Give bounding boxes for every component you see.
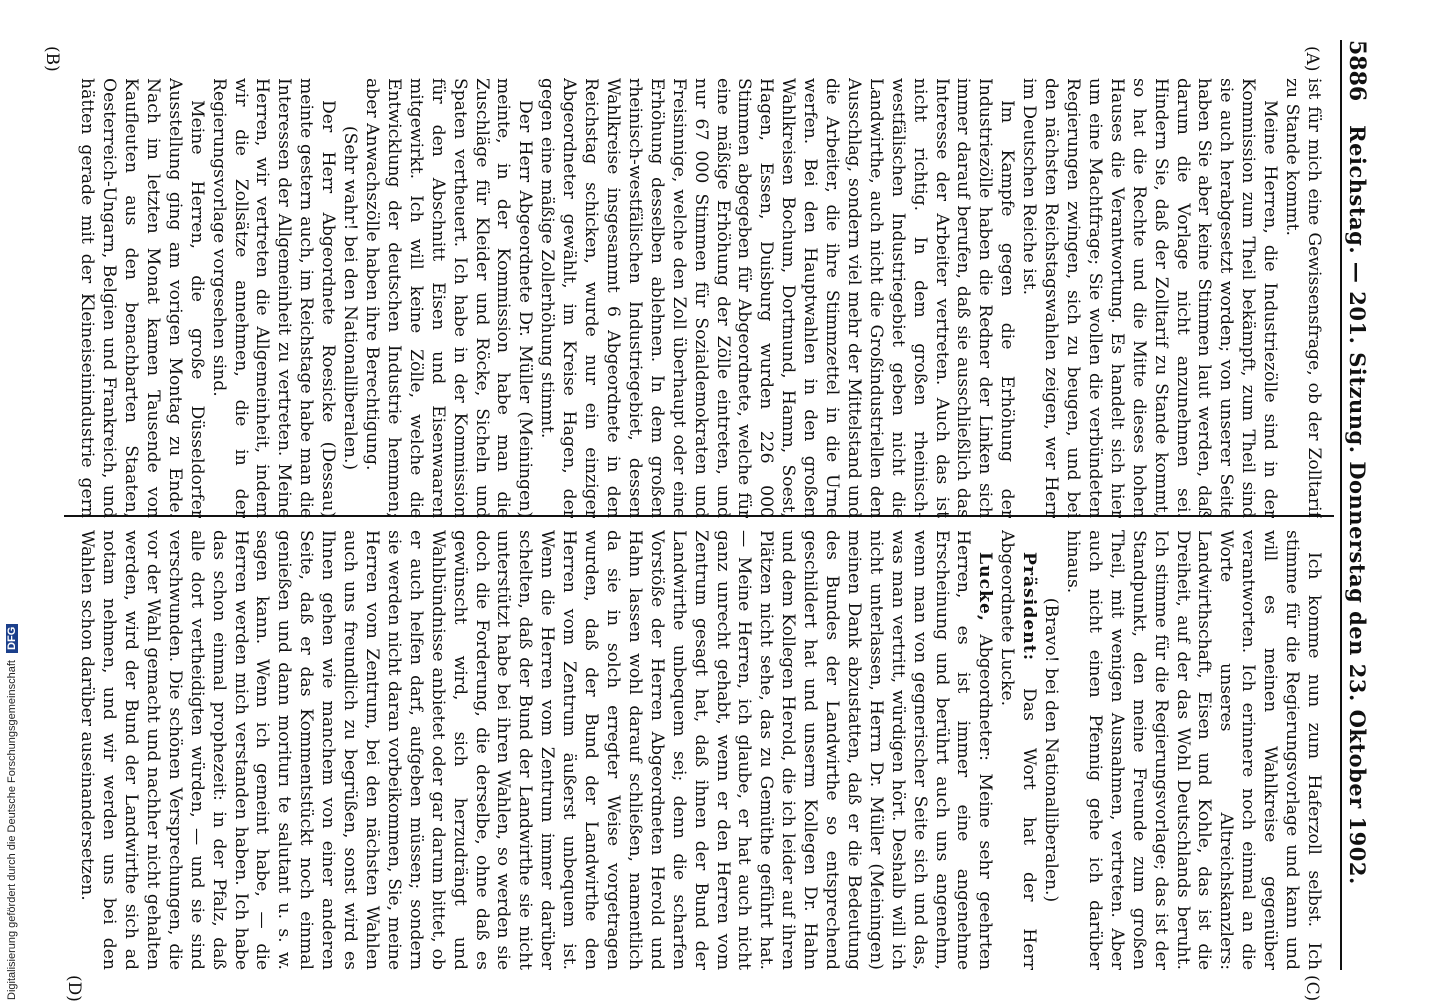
paragraph-text: Meine Herren, die große Düsseldorfer Ausstellung ging am vorigen Montag zu Ende. Nach im letzten Monat kamen Tausende von Kaufleuten aus den benachbarten Staaten, Oesterreich-Ungarn, Belgien und Frankreich, und hätten gerade mit der Kleineiseinindustrie gern: [77, 78, 207, 518]
right-column: [74, 530, 1324, 970]
paragraph-text: Der Herr Abgeordnete Roesicke (Dessau) meinte gestern auch, im Reichstage habe man die Interessen der Allgemeinheit zu vertreten. Meine Herren, wir vertreten die Allgemeinheit, indem wir die Zollsätze annehmen, die in der Regierungsvorlage vorgesehen sind.: [208, 78, 339, 518]
paragraph-text: Abgeordneter: Meine sehr geehrten Herren, es ist immer eine angenehme Erscheinung und berührt auch uns angenehm, wenn man von gegnerischer Seite sich und das, was man vertritt, würdigen hört. Deshalb will ich nicht unterlassen, Herrn Dr. Müller (Meiningen) meinen Dank abzustatten, daß er die Bedeutung des Bundes der Landwirthe so entsprechend geschildert hat und unserm Kollegen Dr. Hahn und dem Kollegen Herold, die ich leider auf ihren Plätzen nicht sehe, das zu Gemüthe geführt hat. — Meine Herren, ich glaube, er hat auch nicht ganz unrecht gehabt, wenn er den Herren vom Zentrum gesagt hat, daß ihnen der Bund der Landwirthe unbequem sei; denn die scharfen Vorstöße der Herren Abgeordneten Herold und Hahn lassen wohl darauf schließen, namentlich da sie in solch erregter Weise vorgetragen wurden, daß der Bund der Landwirthe den Herren vom Zentrum äußerst unbequem ist. Wenn die Herren vom Zentrum immer darüber schelten, daß der Bund der Landwirthe sie nicht unterstützt habe bei ihren Wahlen, so werden sie doch die Forderung, die derselbe, ohne daß es gewünscht wird, sich herzudrängt und Wahlbündnisse anbietet oder gar darum bittet, ob er auch helfen darf, aufgeben müssen; sondern sie werden nicht daran vorbeikommen, Sie, meine Herren vom Zentrum, bei den nächsten Wahlen auch uns freundlich zu begrüßen, sonst wird es Ihnen gehen wie manchem von einer anderen Seite, daß er das Kommentstückt noch einmal genießen und dann moriturı te salutant u. s. w. sagen kann. Wenn ich gemeint habe, — die Herren werden mich verstanden haben. Ich habe das schon einmal prophezeit: in der Pfalz, daß alle dort vertheidigten würden, — und sie sind verschwunden. Die schönen Versprechungen, die vor der Wahl gemacht und nachher nicht gehalten werden, wird der Bund der Landwirthe sich ad notam nehmen, und wir werden uns bei den Wahlen schon darüber auseinandersetzen.: [77, 530, 996, 970]
margin-mark-c: (C): [1302, 975, 1322, 1002]
paragraph-text: Ich komme nun zum Haferzoll selbst. Ich stimme für die Regierungsvorlage und kann und will es meinen Wahlkreise gegenüber verantworten. Ich erinnere noch einmal an die Worte unseres Altreichskanzlers: Landwirthschaft, Eisen und Kohle, das ist die Dreiheit, auf der das Wohl Deutschlands beruht. Ich stimme für die Regierungsvorlage; das ist der Standpunkt, den meine Freunde zum großen Theil, mit wenigen Ausnahmen, vertreten. Aber auch nicht einen Pfennig gehe ich darüber hinaus.: [1063, 530, 1324, 970]
paragraph-text: Meine Herren, die Industriezölle sind in der Kommission zum Theil bekämpft, zum Theil sind sie auch herabgesetzt worden; von unserer Seite haben Sie aber keine Stimmen laut werden, daß darum die Vorlage nicht anzunehmen sei. Hindern Sie, daß der Zolltarif zu Stande kommt, so hat die Rechte und die Mitte dieses hohen Hauses die Verantwortung. Es handelt sich hier um eine Machtfrage; Sie wollen die verbündeten Regierungen zwingen, sich zu beugen, und bei den nächsten Reichstagswahlen zeigen, wer Herr im Deutschen Reiche ist.: [1019, 78, 1281, 518]
paragraph: [75, 530, 995, 970]
speaker-name: Lucke,: [975, 552, 996, 622]
credit-text: Digitalisierung gefördert durch die Deutsche Forschungsgemeinschaft: [6, 660, 18, 1000]
dfg-logo: DFG: [6, 624, 18, 653]
paragraph: [360, 78, 535, 518]
paragraph-text: [74, 530, 75, 970]
paragraph: [535, 78, 1017, 518]
column-divider: [64, 515, 1334, 517]
margin-mark-d: (D): [64, 975, 84, 1002]
paragraph: [338, 78, 360, 518]
margin-mark-b: (B): [42, 46, 62, 72]
paragraph: [1280, 78, 1324, 518]
paragraph: [74, 530, 75, 970]
page-header: [1340, 40, 1372, 970]
speaker-name: Präsident:: [1019, 552, 1040, 662]
left-column: [74, 78, 1324, 518]
paragraph-text: Der Herr Abgeordnete Dr. Müller (Meiningen) meinte, in der Kommission habe man die Zuschläge für Kleider und Röcke, Sicheln und Spaten vertheuert. Ich habe in der Kommission für den Abschnitt Eisen und Eisenwaaren mitgewirkt. Ich will keine Zölle, welche die Entwicklung der deutschen Industrie hemmen; aber Anwachszölle haben ihre Berechtigung.: [362, 78, 536, 518]
paragraph-text: Das Wort hat der Herr Abgeordnete Lucke.: [997, 530, 1040, 970]
page-number: 5886: [1344, 40, 1370, 102]
paragraph: [1039, 530, 1061, 970]
paragraph: [74, 78, 207, 518]
paragraph: [207, 78, 338, 518]
paragraph-text: (Bravo! bei den Nationalliberalen.): [1041, 597, 1062, 903]
margin-mark-a: (A): [1302, 46, 1322, 72]
paragraph: [1017, 78, 1280, 518]
running-title: Reichstag. — 201. Sitzung. Donnerstag den 23. Oktober 1902.: [1345, 125, 1370, 885]
paragraph-text: Im Kampfe gegen die Erhöhung der Industriezölle haben die Redner der Linken sich immer darauf berufen, daß sie ausschließlich das Interesse der Arbeiter vertreten. Auch das ist nicht richtig. In dem großen rheinisch-westfälischen Industriegebiet geben nicht die Landwirthe, auch nicht die Großindustriellen den Ausschlag, sondern viel mehr der Mittelstand und die Arbeiter, die ihre Stimmzettel in die Urne werfen. Bei den Hauptwahlen in den großen Wahlkreisen Bochum, Dortmund, Hamm, Soest, Hagen, Essen, Duisburg wurden 226 000 Stimmen abgegeben für Abgeordnete, welche für eine mäßige Erhöhung der Zölle eintreten, und nur 67 000 Stimmen für Sozialdemokraten und Freisinnige, welche den Zoll überhaupt oder eine Erhöhung desselben ablehnen. In dem großen rheinisch-westfälischen Industriegebiet, dessen Wahlkreise insgesammt 6 Abgeordnete in den Reichstag schicken, wurde nur ein einziger Abgeordneter gewählt, im Kreise Hagen, der gegen eine mäßige Zollerhöhung stimmt.: [537, 78, 1018, 518]
digitization-credit: [6, 624, 18, 1000]
paragraph: [995, 530, 1039, 970]
paragraph: [1061, 530, 1324, 970]
paragraph-text: ist für mich eine Gewissensfrage, ob der Zolltarif zu Stande kommt.: [1282, 78, 1324, 518]
paragraph-text: (Sehr wahr! bei den Nationalliberalen.): [340, 125, 361, 471]
